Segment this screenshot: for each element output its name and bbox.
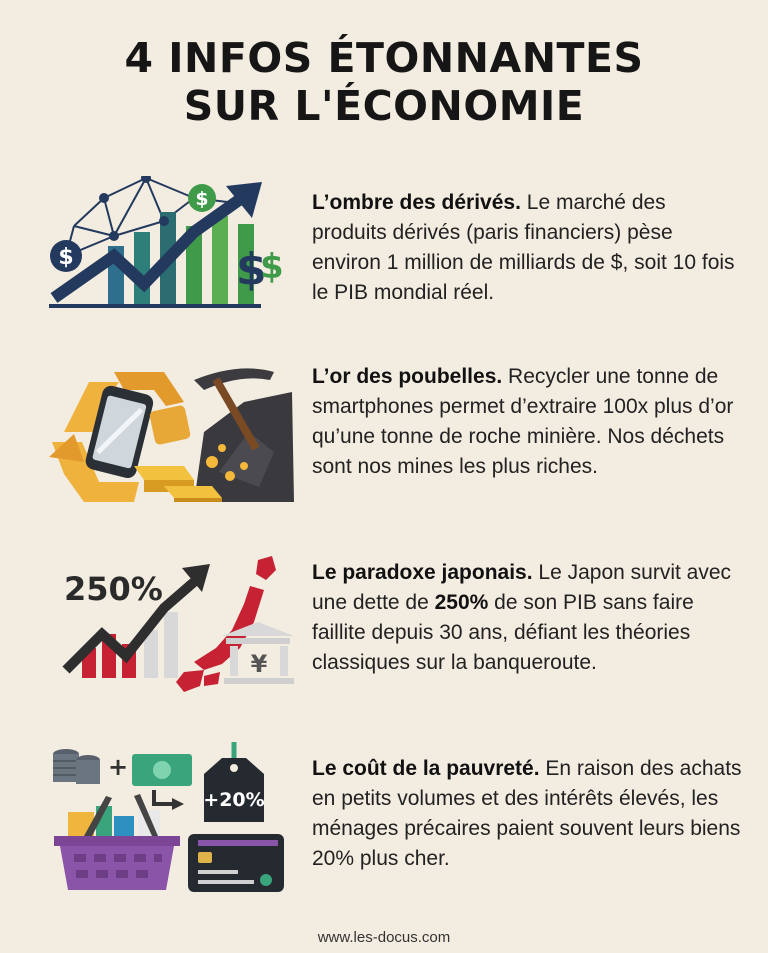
fact-heading-poverty: Le coût de la pauvreté. <box>312 757 540 780</box>
svg-text:$: $ <box>195 188 209 210</box>
fact-text-japan <box>312 558 742 678</box>
page-title <box>0 34 768 130</box>
derivatives-chart-icon <box>44 176 294 321</box>
japan-debt-label: 250% <box>64 570 163 608</box>
svg-text:$: $ <box>260 247 284 287</box>
fact-body-japan-part2: de son PIB sans faire faillite depuis 30 ans, défiant les théories classiques sur la banqueroute. <box>312 591 694 674</box>
japan-debt-icon <box>44 552 294 707</box>
fact-text-derivatives <box>312 188 742 308</box>
fact-heading-derivatives: L’ombre des dérivés. <box>312 191 521 214</box>
fact-text-recycling <box>312 362 742 482</box>
fact-heading-japan: Le paradoxe japonais. <box>312 561 533 584</box>
poverty-cost-icon <box>44 740 294 905</box>
fact-body-poverty: En raison des achats en petits volumes et des intérêts élevés, les ménages précaires paient souvent leurs biens 20% plus cher. <box>312 757 742 870</box>
recycling-gold-icon <box>44 362 294 507</box>
fact-heading-recycling: L’or des poubelles. <box>312 365 503 388</box>
fact-body-japan-part1: Le Japon survit avec une dette de <box>312 561 732 614</box>
fact-body-japan-highlight: 250% <box>434 591 489 614</box>
footer-url: www.les-docus.com <box>317 929 451 946</box>
title-line-2: SUR L'ÉCONOMIE <box>183 82 585 130</box>
fact-text-poverty <box>312 754 742 874</box>
yen-symbol: ¥ <box>250 650 268 678</box>
title-line-1: 4 INFOS ÉTONNANTES <box>124 34 644 82</box>
svg-text:$: $ <box>58 245 74 270</box>
price-tag-label: +20% <box>203 789 265 811</box>
svg-text:+: + <box>108 753 129 781</box>
fact-body-recycling: Recycler une tonne de smartphones permet d’extraire 100x plus d’or qu’une tonne de roche minière. Nos déchets sont nos mines les plus riches. <box>312 365 734 478</box>
fact-body-derivatives: Le marché des produits dérivés (paris financiers) pèse environ 1 million de milliards de $, soit 10 fois le PIB mondial réel. <box>312 191 735 304</box>
svg-text:$: $ <box>236 244 267 295</box>
